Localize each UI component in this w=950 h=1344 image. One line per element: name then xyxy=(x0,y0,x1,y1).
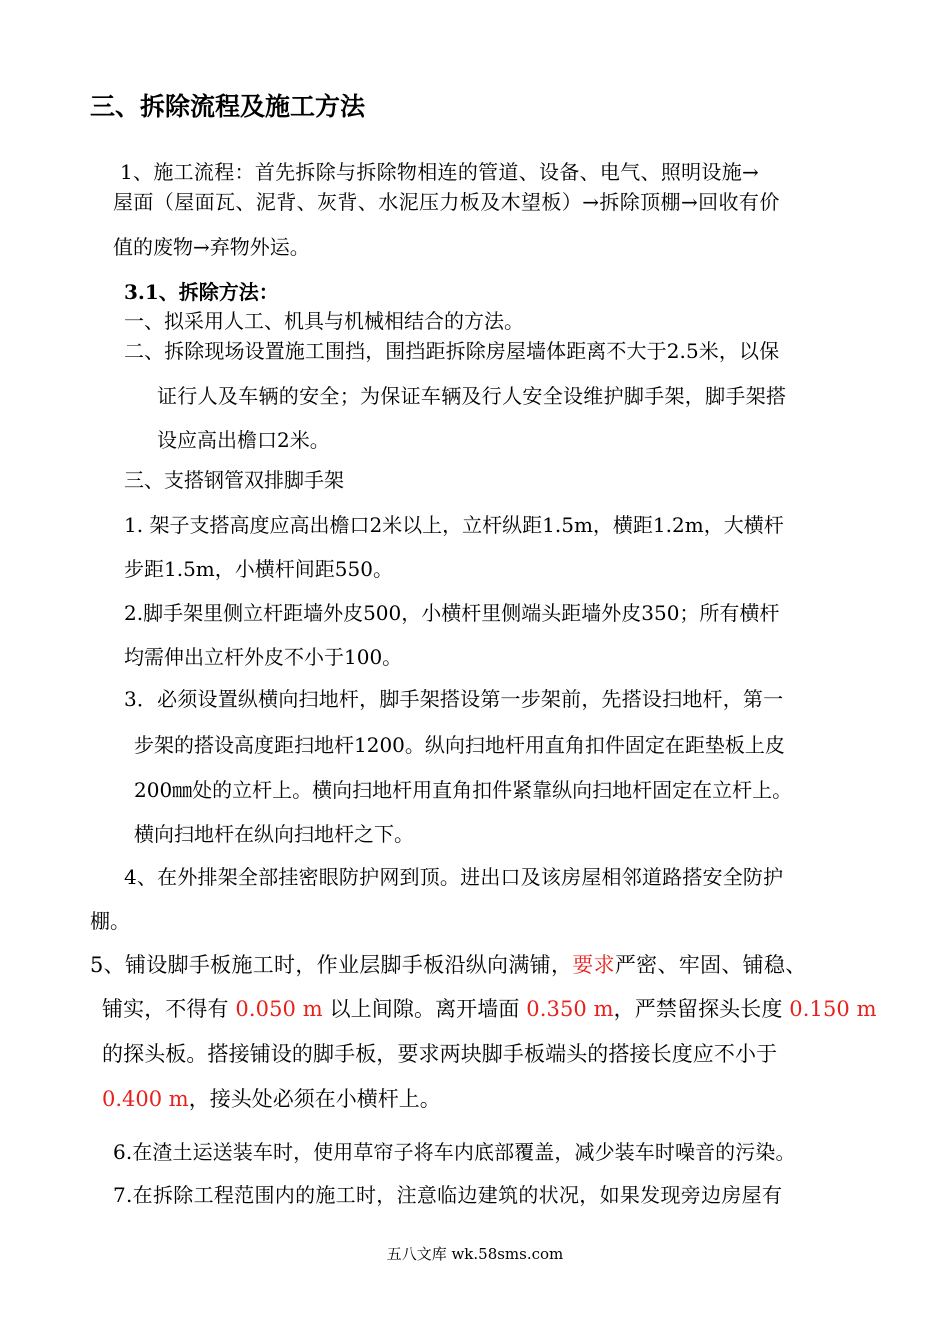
paragraph-4-line-2: 棚。 xyxy=(90,909,130,933)
footer-watermark: 五八文库 wk.58sms.com xyxy=(386,1245,564,1263)
paragraph-2-line-2: 均需伸出立杆外皮不小于100。 xyxy=(124,645,403,669)
paragraph-5-line-1 xyxy=(90,953,807,977)
highlight-probe-length: 0.150 m xyxy=(789,997,877,1021)
flow-line-2: 屋面（屋面瓦、泥背、灰背、水泥压力板及木望板）→拆除顶棚→回收有价 xyxy=(113,190,780,214)
item-3: 三、支搭钢管双排脚手架 xyxy=(124,468,344,492)
paragraph-6: 6.在渣土运送装车时，使用草帘子将车内底部覆盖，减少装车时噪音的污染。 xyxy=(113,1140,796,1164)
item-2-line-2: 证行人及车辆的安全；为保证车辆及行人安全设维护脚手架，脚手架搭 xyxy=(157,384,787,408)
flow-line-1: 1、施工流程：首先拆除与拆除物相连的管道、设备、电气、照明设施→ xyxy=(120,160,760,184)
paragraph-3-line-2: 步架的搭设高度距扫地杆1200。纵向扫地杆用直角扣件固定在距垫板上皮 xyxy=(134,733,785,757)
paragraph-3-line-3: 200㎜处的立杆上。横向扫地杆用直角扣件紧靠纵向扫地杆固定在立杆上。 xyxy=(134,778,793,802)
highlight-gap-value: 0.050 m xyxy=(235,997,323,1021)
paragraph-3-line-1: 3．必须设置纵横向扫地杆，脚手架搭设第一步架前，先搭设扫地杆，第一 xyxy=(124,687,784,711)
method-title: 3.1、拆除方法： xyxy=(124,280,279,304)
paragraph-4-line-1: 4、在外排架全部挂密眼防护网到顶。进出口及该房屋相邻道路搭安全防护 xyxy=(124,865,784,889)
paragraph-7: 7.在拆除工程范围内的施工时，注意临边建筑的状况，如果发现旁边房屋有 xyxy=(113,1183,783,1207)
paragraph-5-text: ，接头处必须在小横杆上。 xyxy=(188,1087,441,1111)
paragraph-5-text: 严密、牢固、铺稳、 xyxy=(614,953,807,977)
paragraph-5-text: ，严禁留探头长度 xyxy=(613,997,790,1021)
paragraph-5-text: 以上间隙。离开墙面 xyxy=(322,997,527,1021)
paragraph-5-line-2 xyxy=(102,997,877,1021)
paragraph-1-line-2: 步距1.5m，小横杆间距550。 xyxy=(124,557,393,581)
highlight-requirement: 要求 xyxy=(572,953,615,977)
item-1: 一、拟采用人工、机具与机械相结合的方法。 xyxy=(124,309,524,333)
highlight-wall-distance: 0.350 m xyxy=(526,997,614,1021)
paragraph-1-line-1: 1. 架子支搭高度应高出檐口2米以上，立杆纵距1.5m，横距1.2m，大横杆 xyxy=(124,513,784,537)
item-2-line-3: 设应高出檐口2米。 xyxy=(157,428,330,452)
highlight-overlap-length: 0.400 m xyxy=(102,1087,189,1111)
paragraph-5-line-4 xyxy=(102,1087,441,1111)
flow-line-3: 值的废物→弃物外运。 xyxy=(113,235,310,259)
paragraph-5-line-3: 的探头板。搭接铺设的脚手板，要求两块脚手板端头的搭接长度应不小于 xyxy=(102,1042,778,1066)
paragraph-5-text: 铺实，不得有 xyxy=(102,997,236,1021)
paragraph-2-line-1: 2.脚手架里侧立杆距墙外皮500，小横杆里侧端头距墙外皮350；所有横杆 xyxy=(124,601,780,625)
paragraph-5-text: 5、铺设脚手板施工时，作业层脚手板沿纵向满铺， xyxy=(90,953,573,977)
item-2-line-1: 二、拆除现场设置施工围挡，围挡距拆除房屋墙体距离不大于2.5米，以保 xyxy=(124,339,780,363)
paragraph-3-line-4: 横向扫地杆在纵向扫地杆之下。 xyxy=(134,822,414,846)
section-heading: 三、拆除流程及施工方法 xyxy=(90,92,366,121)
